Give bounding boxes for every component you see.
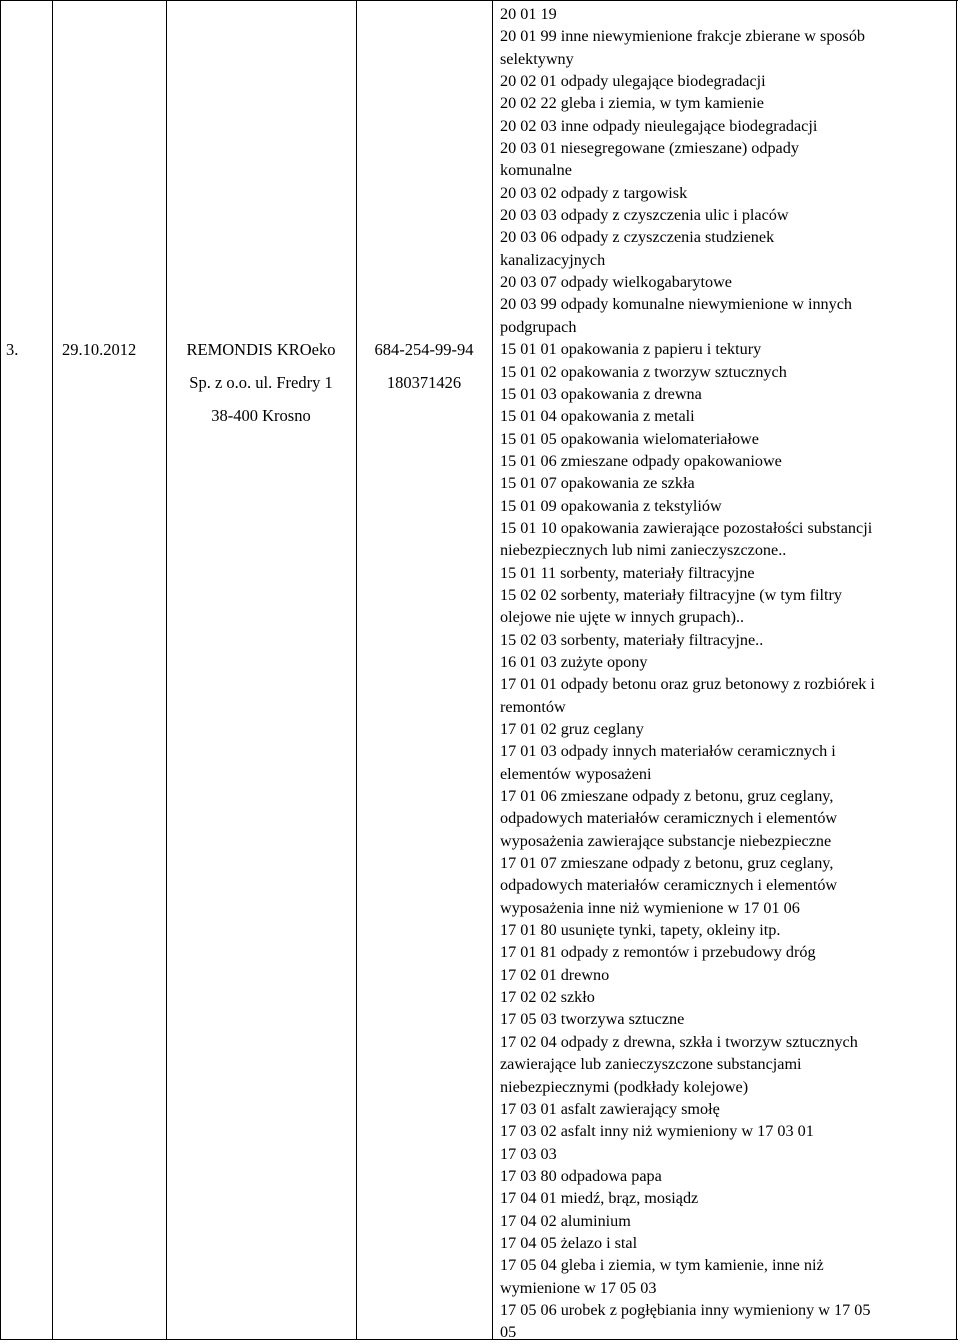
column-border-2 <box>166 0 167 1340</box>
waste-code-line: 15 01 07 opakowania ze szkła <box>500 474 695 493</box>
waste-code-line: 15 01 10 opakowania zawierające pozostałości substancji <box>500 518 873 537</box>
waste-code-line: odpadowych materiałów ceramicznych i elementów <box>500 809 838 828</box>
waste-code-line: selektywny <box>500 49 574 68</box>
column-border-4 <box>492 0 493 1340</box>
row-date: 29.10.2012 <box>62 340 137 359</box>
waste-code-line: 17 04 01 miedź, brąz, mosiądz <box>500 1189 699 1208</box>
waste-code-line: 20 01 99 inne niewymienione frakcje zbierane w sposób <box>500 27 866 46</box>
row-number: 3. <box>6 340 19 359</box>
waste-code-line: 17 01 80 usunięte tynki, tapety, okleiny itp. <box>500 921 781 940</box>
waste-code-line: komunalne <box>500 161 572 180</box>
column-border-left <box>0 0 1 1340</box>
waste-code-line: wymienione w 17 05 03 <box>500 1278 657 1297</box>
waste-code-line: 20 02 01 odpady ulegające biodegradacji <box>500 72 766 91</box>
waste-code-line: 17 02 01 drewno <box>500 965 610 984</box>
waste-code-line: 17 01 81 odpady z remontów i przebudowy dróg <box>500 943 816 962</box>
waste-code-line: 17 04 02 aluminium <box>500 1211 631 1230</box>
waste-code-line: wyposażenia inne niż wymienione w 17 01 06 <box>500 898 800 917</box>
waste-code-line: 17 01 02 gruz ceglany <box>500 720 644 738</box>
column-border-1 <box>52 0 53 1340</box>
waste-code-line: 17 03 02 asfalt inny niż wymieniony w 17 03 01 <box>500 1122 814 1141</box>
waste-code-line: 15 01 02 opakowania z tworzyw sztucznych <box>500 362 787 381</box>
waste-code-line: 20 02 03 inne odpady nieulegające biodegradacji <box>500 116 818 135</box>
waste-code-line: 17 03 03 <box>500 1144 557 1163</box>
company-city: 38-400 Krosno <box>211 406 311 425</box>
waste-code-line: 17 03 01 asfalt zawierający smołę <box>500 1099 720 1118</box>
waste-code-line: niebezpiecznymi (podkłady kolejowe) <box>500 1077 749 1096</box>
waste-code-line: remontów <box>500 697 566 716</box>
waste-code-line: 17 05 06 urobek z pogłębiania inny wymieniony w 17 05 <box>500 1300 871 1319</box>
waste-code-line: elementów wyposażeni <box>500 764 652 783</box>
waste-code-line: 20 03 99 odpady komunalne niewymienione w innych <box>500 295 853 314</box>
waste-code-line: podgrupach <box>500 317 577 336</box>
waste-code-line: 15 02 03 sorbenty, materiały filtracyjne.. <box>500 630 764 649</box>
waste-code-line: 20 02 22 gleba i ziemia, w tym kamienie <box>500 94 764 113</box>
waste-code-line: 20 01 19 <box>500 5 557 23</box>
waste-code-line: 15 01 05 opakowania wielomateriałowe <box>500 429 759 448</box>
waste-code-line: 17 05 03 tworzywa sztuczne <box>500 1010 685 1029</box>
waste-code-line: 15 01 06 zmieszane odpady opakowaniowe <box>500 451 782 470</box>
waste-code-line: olejowe nie ujęte w innych grupach).. <box>500 608 745 627</box>
waste-code-line: 17 01 07 zmieszane odpady z betonu, gruz ceglany, <box>500 854 834 873</box>
waste-code-line: 17 02 02 szkło <box>500 988 595 1007</box>
waste-code-line: niebezpiecznych lub nimi zanieczyszczone.. <box>500 541 787 560</box>
waste-code-line: 17 02 04 odpady z drewna, szkła i tworzyw sztucznych <box>500 1032 858 1051</box>
waste-code-line: 15 02 02 sorbenty, materiały filtracyjne (w tym filtry <box>500 585 842 604</box>
waste-code-line: 15 01 04 opakowania z metali <box>500 407 695 426</box>
waste-code-line: 17 01 06 zmieszane odpady z betonu, gruz ceglany, <box>500 787 834 806</box>
waste-code-line: 15 01 09 opakowania z tekstyliów <box>500 496 722 515</box>
company-street: Sp. z o.o. ul. Fredry 1 <box>189 373 333 392</box>
waste-code-line: 20 03 06 odpady z czyszczenia studzienek <box>500 228 775 247</box>
waste-code-line: 17 01 03 odpady innych materiałów ceramicznych i <box>500 742 836 761</box>
waste-code-line: 20 03 07 odpady wielkogabarytowe <box>500 273 732 292</box>
nip-number: 684-254-99-94 <box>374 340 474 359</box>
waste-code-line: 20 03 02 odpady z targowisk <box>500 183 688 202</box>
waste-code-line: 20 03 03 odpady z czyszczenia ulic i placów <box>500 206 789 225</box>
table-top-border <box>0 0 958 1</box>
waste-code-line: 15 01 01 opakowania z papieru i tektury <box>500 340 762 359</box>
waste-code-line: zawierające lub zanieczyszczone substancjami <box>500 1055 802 1074</box>
waste-code-line: 17 01 01 odpady betonu oraz gruz betonowy z rozbiórek i <box>500 675 875 694</box>
waste-code-line: odpadowych materiałów ceramicznych i elementów <box>500 876 838 895</box>
column-border-right <box>956 0 957 1340</box>
waste-code-line: 15 01 03 opakowania z drewna <box>500 384 702 403</box>
column-border-3 <box>356 0 357 1340</box>
waste-code-line: 17 04 05 żelazo i stal <box>500 1233 638 1252</box>
waste-codes-list <box>500 3 952 1344</box>
waste-code-line: 15 01 11 sorbenty, materiały filtracyjne <box>500 563 755 582</box>
waste-code-line: 05 <box>500 1323 517 1342</box>
waste-code-line: 16 01 03 zużyte opony <box>500 652 648 671</box>
regon-number: 180371426 <box>386 373 462 392</box>
company-name: REMONDIS KROeko <box>186 340 336 359</box>
waste-code-line: 17 03 80 odpadowa papa <box>500 1166 662 1185</box>
waste-code-line: wyposażenia zawierające substancje niebezpieczne <box>500 831 832 850</box>
waste-code-line: 20 03 01 niesegregowane (zmieszane) odpady <box>500 139 799 158</box>
waste-code-line: 17 05 04 gleba i ziemia, w tym kamienie, inne niż <box>500 1256 824 1275</box>
waste-code-line: kanalizacyjnych <box>500 250 606 269</box>
